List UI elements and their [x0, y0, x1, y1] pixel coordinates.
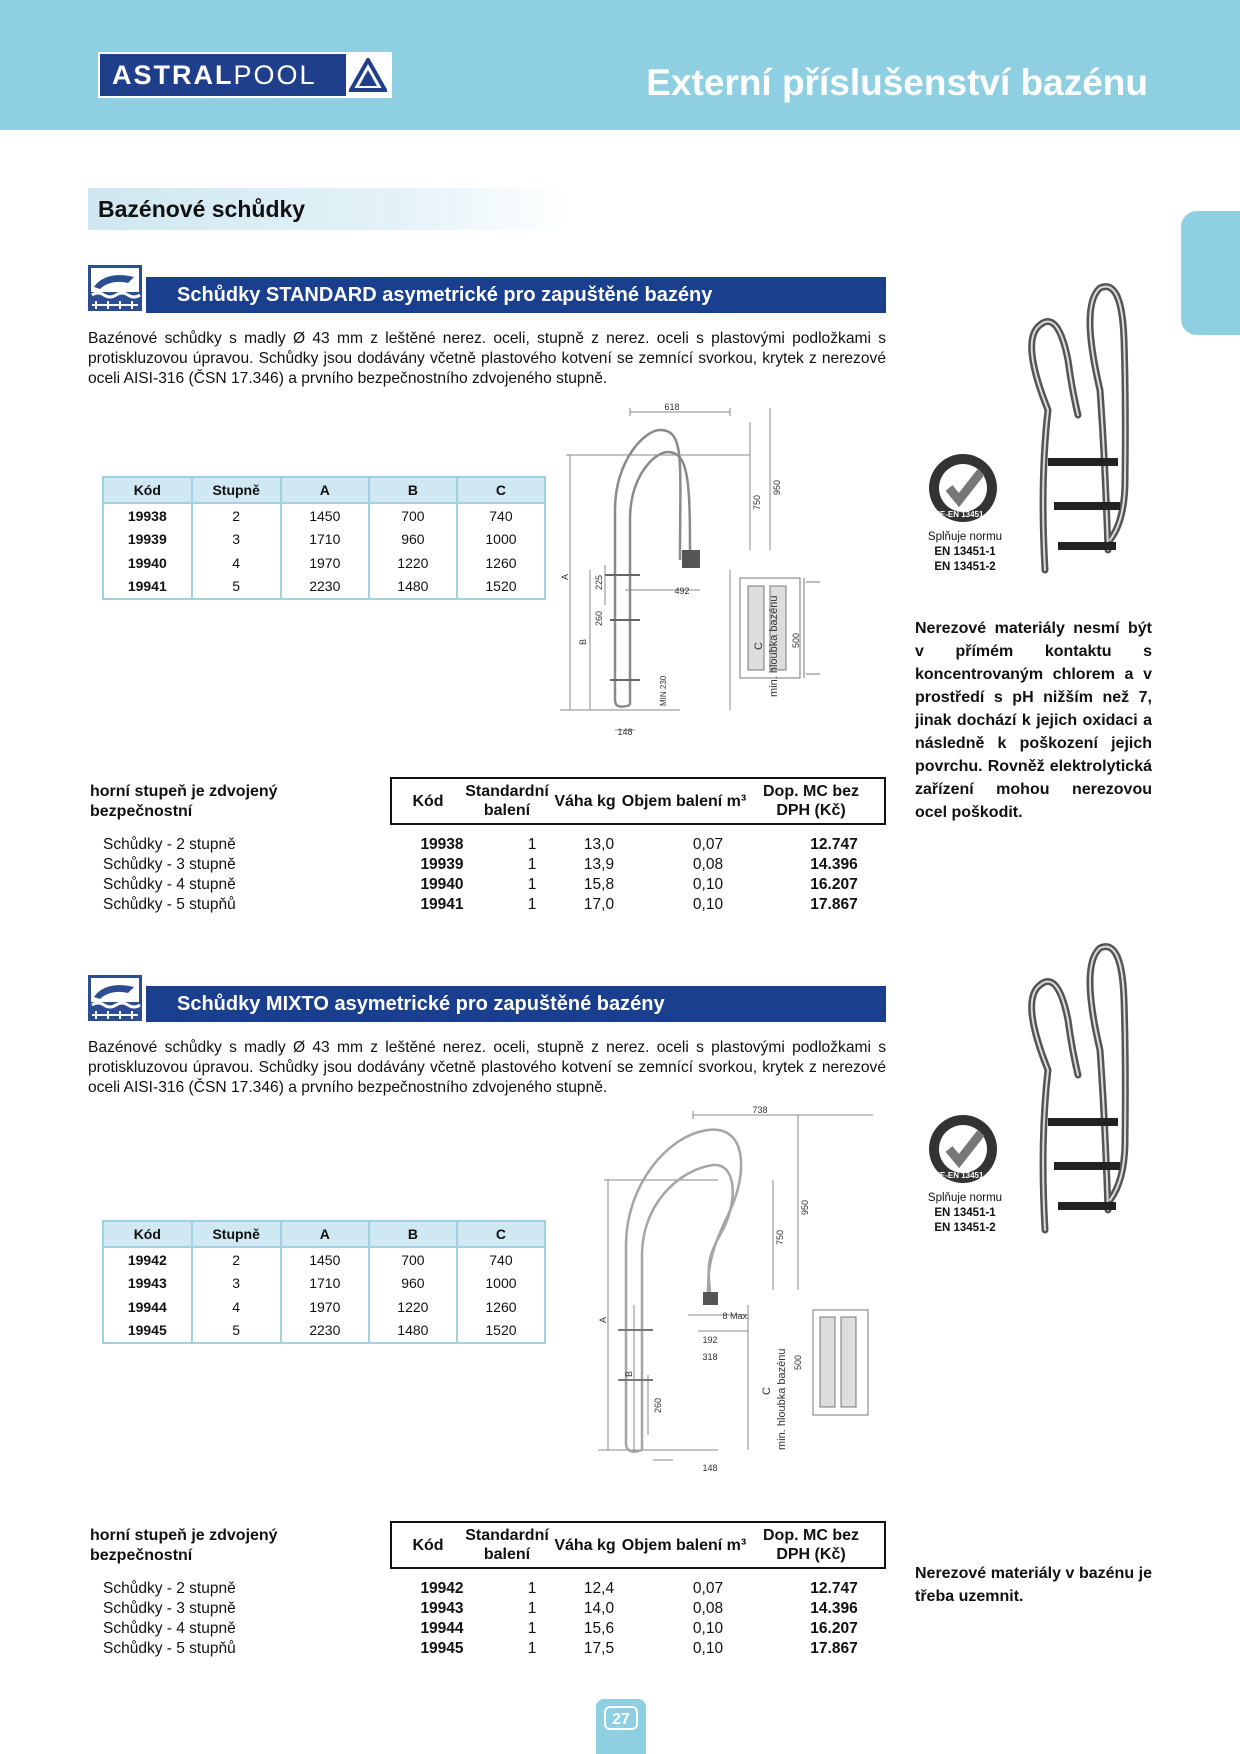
dim-label: A [598, 1316, 608, 1323]
col-header: A [281, 1221, 369, 1247]
col-header: C [457, 1221, 545, 1247]
product-description-mixto: Bazénové schůdky s madly Ø 43 mm z leštěné nerez. oceli, stupně z nerez. oceli s plastovými podložkami s protiskluzovou úpravou. Schůdky jsou dodávány včetně plastového kotvení se zemnící svorkou, krytek z nerezové oceli AISI-316 (ČSN 17.346) a prvního bezpečnostního zdvojeného stupně. [88, 1039, 886, 1096]
cell: 1970 [281, 1295, 369, 1319]
norm-badge-text: UNE-EN 13451-1-3 [928, 1171, 998, 1180]
cell: 740 [457, 503, 545, 528]
dim-label: 950 [772, 479, 782, 495]
product-title-mixto: Schůdky MIXTO asymetrické pro zapuštěné bazény [146, 986, 886, 1022]
dim-label: 318 [702, 1352, 718, 1362]
cell: 19943 [103, 1272, 192, 1296]
cell: 19944 [103, 1295, 192, 1319]
cell: 4 [192, 1295, 281, 1319]
cell: 19940 [103, 551, 192, 575]
table-row: Schůdky - 4 stupně 19944 1 15,6 0,10 16.207 [103, 1620, 858, 1637]
dim-label: 8 Max. [722, 1311, 750, 1321]
une-norm-badge-icon [927, 1113, 999, 1185]
cell: 2 [192, 1247, 281, 1272]
dim-label: min. hloubka bazénu [768, 595, 780, 697]
table-row [103, 575, 545, 600]
cell: 1450 [281, 503, 369, 528]
inground-pool-icon [88, 975, 142, 1021]
dim-label: 738 [752, 1105, 768, 1115]
cell: 19942 [103, 1247, 192, 1272]
cell: 1260 [457, 1295, 545, 1319]
cell: 1480 [369, 575, 457, 600]
cell: 19945 [103, 1319, 192, 1344]
cell: 1710 [281, 1272, 369, 1296]
inground-pool-icon [88, 265, 142, 311]
cell: 3 [192, 1272, 281, 1296]
dim-label: 148 [617, 727, 633, 737]
stainless-note: Nerezové materiály nesmí být v přímém kontaktu s koncentrovaným chlorem a v prostředí s pH nižším než 7, jinak dochází k jejich oxidaci a následně k poškození jejich povrchu. Rovněž elektrolytická zařízení mohou nerezovou ocel poškodit. [915, 620, 1152, 821]
dim-label: 750 [775, 1229, 785, 1245]
technical-drawing-standard [560, 400, 880, 745]
section-title: Bazénové schůdky [88, 188, 568, 230]
col-header: Kód [103, 1221, 192, 1247]
cell: 960 [369, 1272, 457, 1296]
dim-label: 618 [664, 402, 680, 412]
side-tab [1181, 211, 1240, 335]
dims-table-mixto [102, 1220, 546, 1344]
cell: 1450 [281, 1247, 369, 1272]
dim-label: B [578, 638, 588, 645]
technical-drawing-mixto [598, 1105, 880, 1475]
order-table-header-mixto: Kód Standardní balení Váha kg Objem balení m³ Dop. MC bez DPH (Kč) [390, 1521, 886, 1569]
table-header-row [103, 1221, 545, 1247]
dim-label: C [761, 1387, 773, 1395]
cell: 1970 [281, 551, 369, 575]
page-number: 27 [604, 1706, 638, 1730]
dims-table-standard [102, 476, 546, 600]
order-label-standard: horní stupeň je zdvojený bezpečnostní [90, 783, 278, 820]
norm-text-standard: Splňuje normu EN 13451-1 EN 13451-2 [927, 531, 1003, 573]
cell: 1260 [457, 551, 545, 575]
table-row [103, 528, 545, 552]
cell: 19938 [103, 503, 192, 528]
table-row: Schůdky - 4 stupně 19940 1 15,8 0,10 16.207 [103, 876, 858, 893]
cell: 4 [192, 551, 281, 575]
cell: 3 [192, 528, 281, 552]
table-row: Schůdky - 5 stupňů 19941 1 17,0 0,10 17.867 [103, 896, 858, 913]
cell: 1520 [457, 575, 545, 600]
astralpool-logo [98, 52, 392, 98]
dim-label: 148 [702, 1463, 718, 1473]
cell: 700 [369, 503, 457, 528]
cell: 740 [457, 1247, 545, 1272]
norm-badge-text: UNE-EN 13451-1-3 [928, 510, 998, 519]
logo-text: ASTRALPOOL [112, 59, 317, 90]
dim-label: B [624, 1370, 634, 1377]
cell: 1480 [369, 1319, 457, 1344]
dim-label: 750 [752, 494, 762, 510]
col-header: B [369, 1221, 457, 1247]
col-header: Stupně [192, 477, 281, 503]
table-row [103, 551, 545, 575]
col-header: C [457, 477, 545, 503]
dim-label: MIN 230 [659, 675, 668, 706]
dim-label: min. hloubka bazénu [776, 1348, 788, 1450]
logo-triangle-icon [346, 54, 390, 96]
product-title-standard: Schůdky STANDARD asymetrické pro zapuštěné bazény [146, 277, 886, 313]
col-header: Stupně [192, 1221, 281, 1247]
order-table-header-standard: Kód Standardní balení Váha kg Objem balení m³ Dop. MC bez DPH (Kč) [390, 777, 886, 825]
cell: 1000 [457, 1272, 545, 1296]
une-norm-badge-icon [927, 452, 999, 524]
table-header-row [103, 477, 545, 503]
cell: 700 [369, 1247, 457, 1272]
table-row: Schůdky - 2 stupně 19942 1 12,4 0,07 12.747 [103, 1580, 858, 1597]
dim-label: A [560, 573, 570, 580]
table-row: Schůdky - 3 stupně 19943 1 14,0 0,08 14.396 [103, 1600, 858, 1617]
dim-label: 500 [793, 1354, 803, 1370]
cell: 1710 [281, 528, 369, 552]
table-row [103, 1272, 545, 1296]
page-title: Externí příslušenství bazénu [646, 62, 1148, 103]
cell: 2230 [281, 575, 369, 600]
table-row: Schůdky - 5 stupňů 19945 1 17,5 0,10 17.867 [103, 1640, 858, 1657]
table-row [103, 503, 545, 528]
table-row [103, 1295, 545, 1319]
dim-label: 260 [653, 1397, 663, 1413]
cell: 19941 [103, 575, 192, 600]
dim-label: 192 [702, 1335, 718, 1345]
dim-label: 225 [594, 574, 604, 590]
table-row: Schůdky - 2 stupně 19938 1 13,0 0,07 12.747 [103, 836, 858, 853]
col-header: A [281, 477, 369, 503]
product-description-standard: Bazénové schůdky s madly Ø 43 mm z leštěné nerez. oceli, stupně z nerez. oceli s plastovými podložkami s protiskluzovou úpravou. Schůdky jsou dodávány včetně plastového kotvení se zemnící svorkou, krytek z nerezové oceli AISI-316 (ČSN 17.346) a prvního bezpečnostního zdvojeného stupně. [88, 330, 886, 387]
cell: 1220 [369, 1295, 457, 1319]
norm-text-mixto: Splňuje normu EN 13451-1 EN 13451-2 [927, 1192, 1003, 1234]
grounding-note: Nerezové materiály v bazénu je třeba uzemnit. [915, 1565, 1152, 1605]
cell: 19939 [103, 528, 192, 552]
cell: 5 [192, 1319, 281, 1344]
table-row: Schůdky - 3 stupně 19939 1 13,9 0,08 14.396 [103, 856, 858, 873]
table-row [103, 1247, 545, 1272]
order-label-mixto: horní stupeň je zdvojený bezpečnostní [90, 1527, 278, 1564]
dim-label: 492 [674, 586, 690, 596]
dim-label: 260 [594, 610, 604, 626]
dim-label: 950 [800, 1199, 810, 1215]
dim-label: C [753, 642, 765, 650]
dim-label: 500 [791, 632, 801, 648]
cell: 5 [192, 575, 281, 600]
cell: 1520 [457, 1319, 545, 1344]
cell: 1220 [369, 551, 457, 575]
table-row [103, 1319, 545, 1344]
cell: 1000 [457, 528, 545, 552]
cell: 960 [369, 528, 457, 552]
col-header: B [369, 477, 457, 503]
cell: 2230 [281, 1319, 369, 1344]
cell: 2 [192, 503, 281, 528]
col-header: Kód [103, 477, 192, 503]
